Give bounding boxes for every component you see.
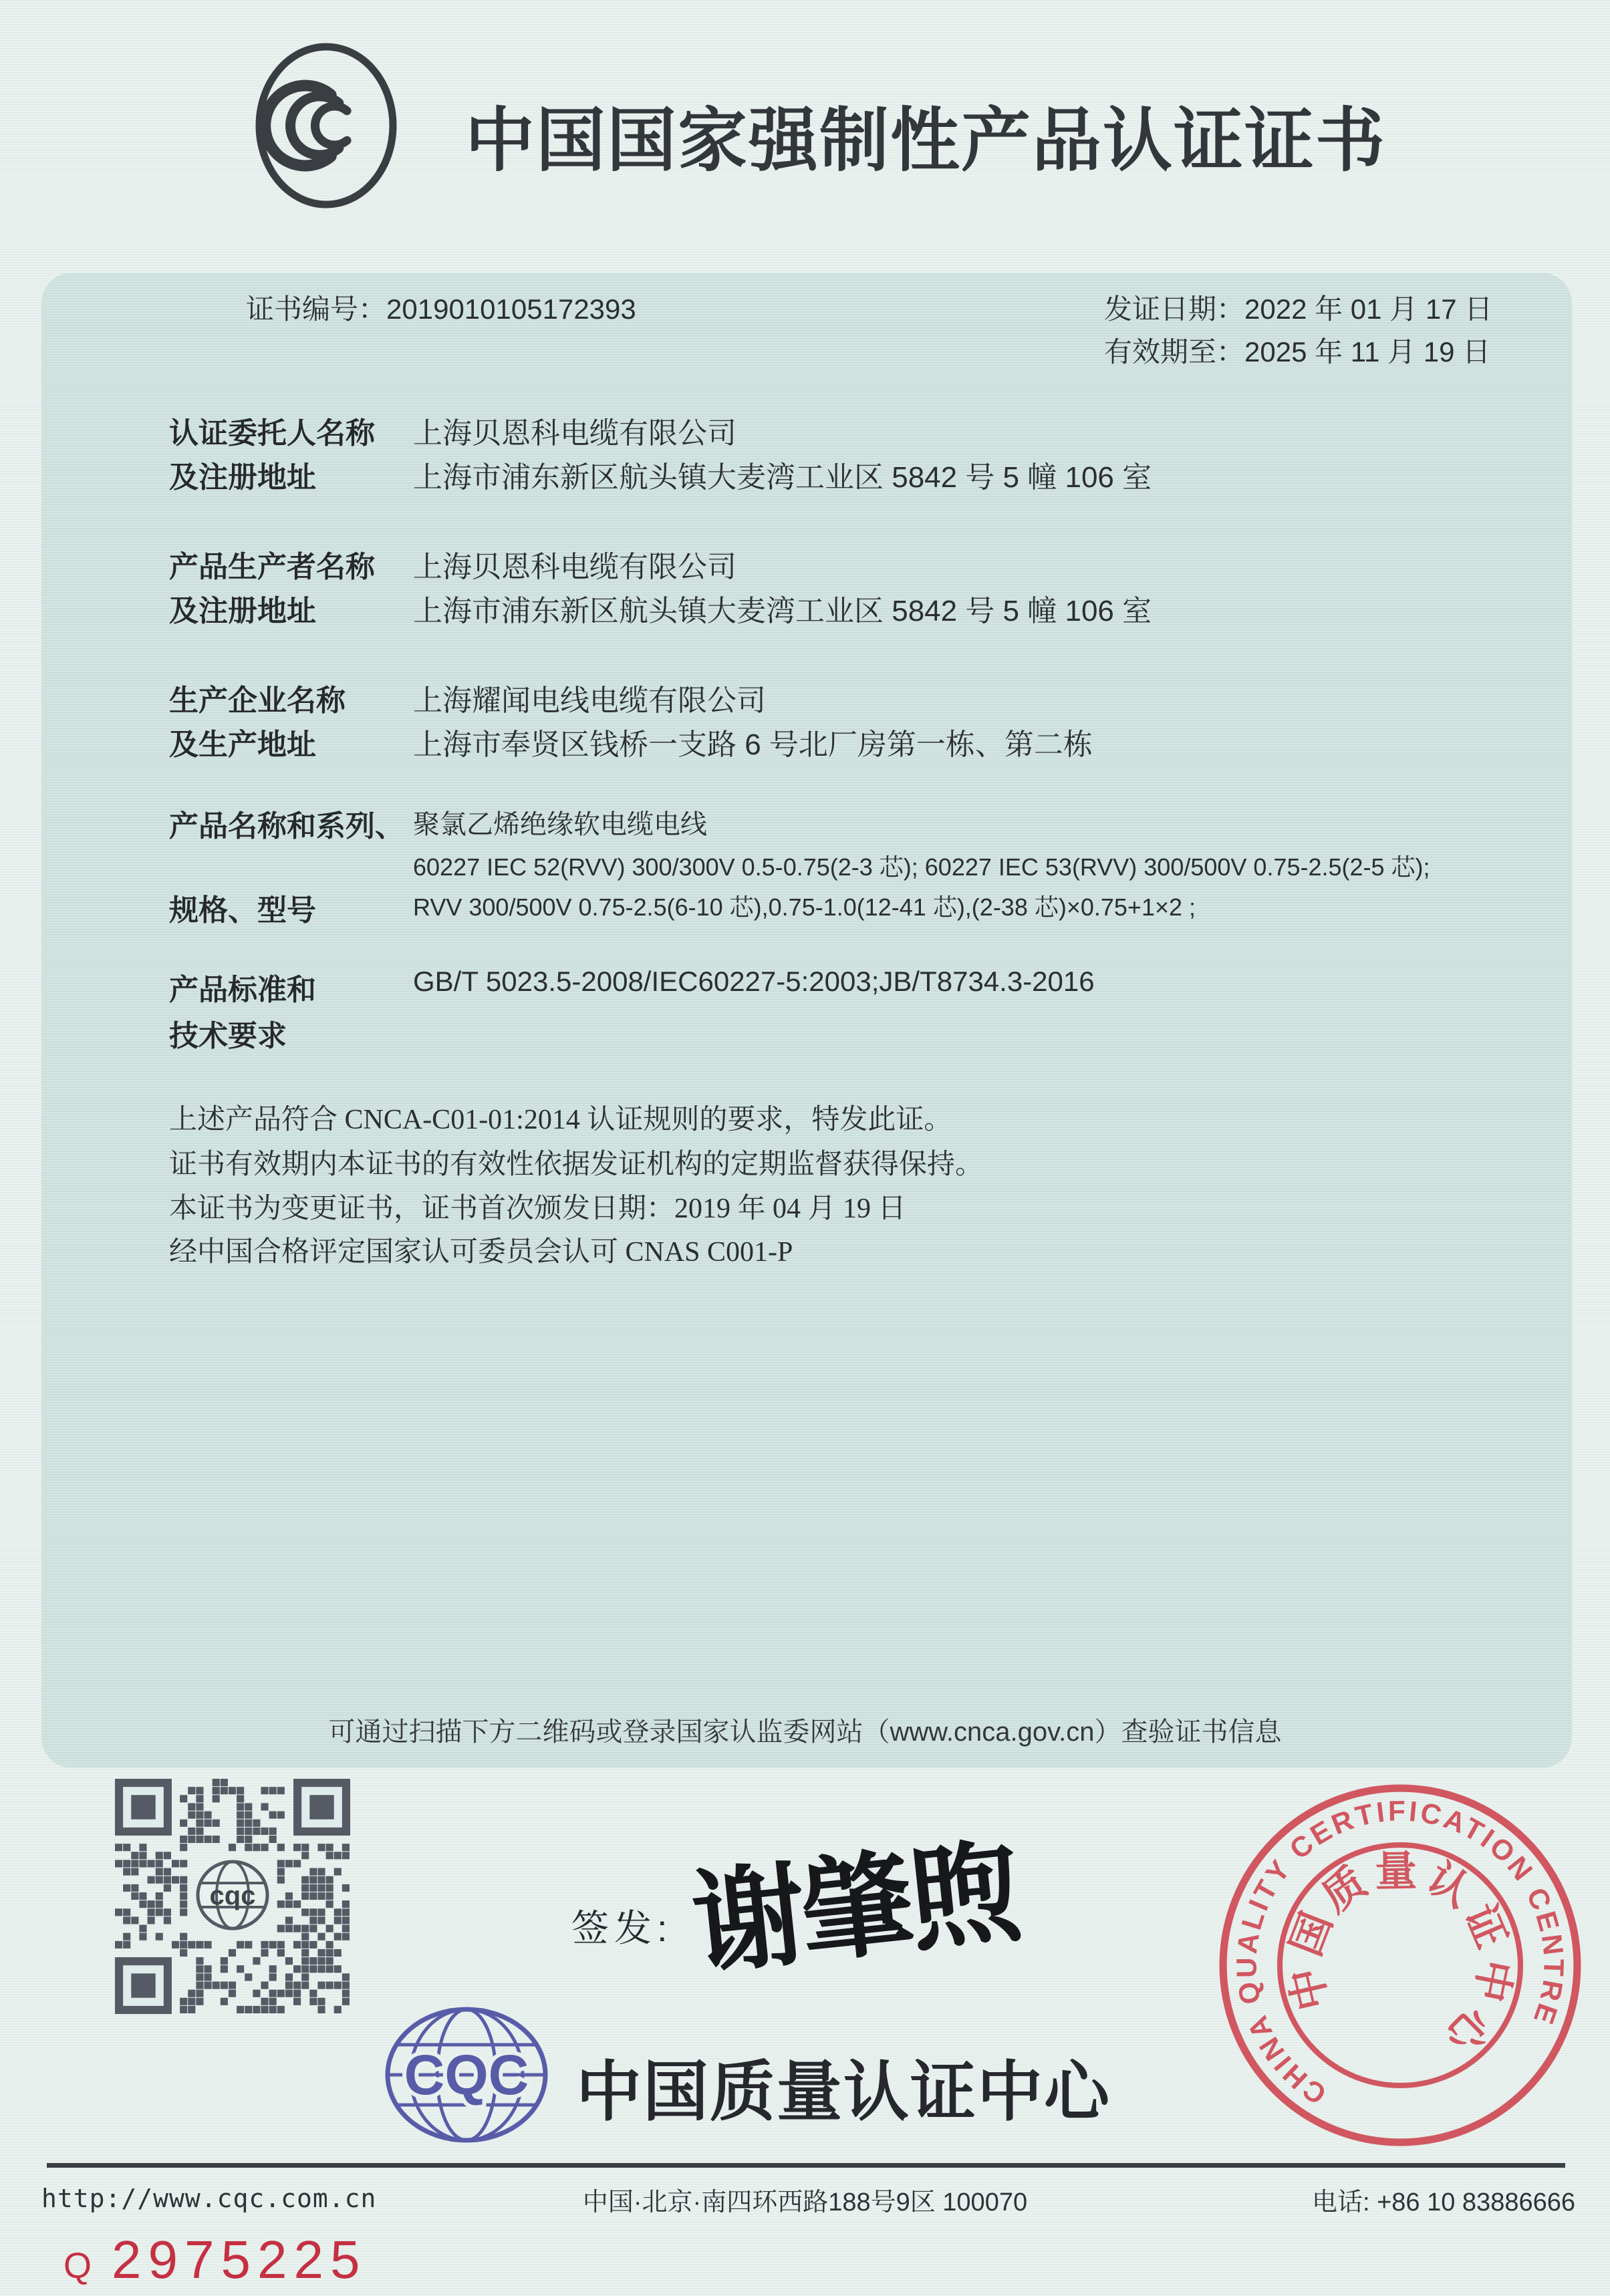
ccc-logo (253, 40, 408, 208)
stamp-outer-text: CHINA QUALITY CERTIFICATION CENTRE (1230, 1795, 1570, 2111)
statement-line: 证书有效期内本证书的有效性依据发证机构的定期监督获得保持。 (169, 1149, 984, 1180)
cert-number-row (246, 287, 636, 327)
issue-date-value: 2022 年 01 月 17 日 (1244, 293, 1493, 325)
serial-digits: 2975225 (112, 2230, 367, 2289)
product-spec-line: 聚氯乙烯绝缘软电缆电线 (413, 810, 707, 839)
product-spec-line: 60227 IEC 52(RVV) 300/300V 0.5-0.75(2-3 芯); 60227 IEC 53(RVV) 300/500V 0.75-2.5(2-5 芯); (413, 853, 1430, 881)
field-value: 上海贝恩科电缆有限公司 (413, 551, 736, 583)
product-label-line1: 产品名称和系列、 (169, 810, 404, 843)
stamp-inner-text: 中国质量认证中心 (1281, 1848, 1520, 2065)
field-value: 上海贝恩科电缆有限公司 (413, 417, 736, 450)
cqc-logo (382, 2006, 551, 2145)
certificate-title: 中国国家强制性产品认证证书 (465, 102, 1387, 180)
statement-line: 经中国合格评定国家认可委员会认可 CNAS C001-P (169, 1237, 793, 1268)
ccc-mark-icon (253, 40, 408, 208)
qr-code (115, 1779, 350, 2014)
valid-until-label: 有效期至： (1104, 336, 1245, 368)
field-label: 及注册地址 (169, 595, 316, 627)
field-label: 及生产地址 (169, 728, 316, 761)
cert-number-label: 证书编号： (246, 293, 387, 325)
statement-line: 本证书为变更证书，证书首次颁发日期：2019 年 04 月 19 日 (169, 1193, 906, 1224)
qr-center-cqc-globe-icon (194, 1858, 271, 1932)
sign-label: 签发: (571, 1907, 673, 1949)
field-value: 上海市浦东新区航头镇大麦湾工业区 5842 号 5 幢 106 室 (413, 595, 1152, 627)
field-value: 上海耀闻电线电缆有限公司 (413, 684, 766, 717)
serial-number (63, 2229, 366, 2291)
qr-cqc-text: cqc (209, 1881, 256, 1910)
cert-number-value: 2019010105172393 (386, 293, 636, 325)
signature-handwriting: 谢肇煦 (686, 1825, 1024, 1991)
footer-url: http://www.cqc.com.cn (41, 2184, 377, 2213)
footer-address: 中国·北京·南四环西路188号9区 100070 (582, 2188, 1028, 2216)
valid-until-row (1104, 330, 1490, 370)
serial-prefix: Q (63, 2246, 92, 2286)
field-label: 及注册地址 (169, 461, 316, 494)
issuer-name: 中国质量认证中心 (576, 2055, 1111, 2128)
standard-label-line1: 产品标准和 (169, 974, 316, 1006)
footer-phone: 电话: +86 10 83886666 (1311, 2188, 1575, 2216)
standard-value: GB/T 5023.5-2008/IEC60227-5:2003;JB/T8734.3-2016 (413, 966, 1095, 997)
valid-until-value: 2025 年 11 月 19 日 (1244, 336, 1491, 368)
issue-date-label: 发证日期： (1104, 293, 1245, 325)
issue-date-row (1104, 287, 1492, 327)
field-label: 认证委托人名称 (169, 417, 375, 450)
product-label-line2: 规格、型号 (169, 894, 316, 927)
stamp-icon (1218, 1783, 1583, 2148)
cqc-red-stamp (1218, 1783, 1583, 2148)
footer-divider (47, 2163, 1565, 2168)
field-value: 上海市浦东新区航头镇大麦湾工业区 5842 号 5 幢 106 室 (413, 461, 1152, 494)
cqc-logo-text: CQC (404, 2043, 529, 2106)
verify-note: 可通过扫描下方二维码或登录国家认监委网站（www.cnca.gov.cn）查验证书信息 (328, 1717, 1282, 1747)
statement-line: 上述产品符合 CNCA-C01-01:2014 认证规则的要求，特发此证。 (169, 1105, 952, 1135)
standard-label-line2: 技术要求 (169, 1020, 287, 1052)
product-spec-line: RVV 300/500V 0.75-2.5(6-10 芯),0.75-1.0(12-41 芯),(2-38 芯)×0.75+1×2 ; (413, 893, 1196, 921)
field-value: 上海市奉贤区钱桥一支路 6 号北厂房第一栋、第二栋 (413, 728, 1093, 761)
cqc-globe-icon (382, 2006, 551, 2145)
field-label: 产品生产者名称 (169, 551, 375, 583)
field-label: 生产企业名称 (169, 684, 346, 717)
